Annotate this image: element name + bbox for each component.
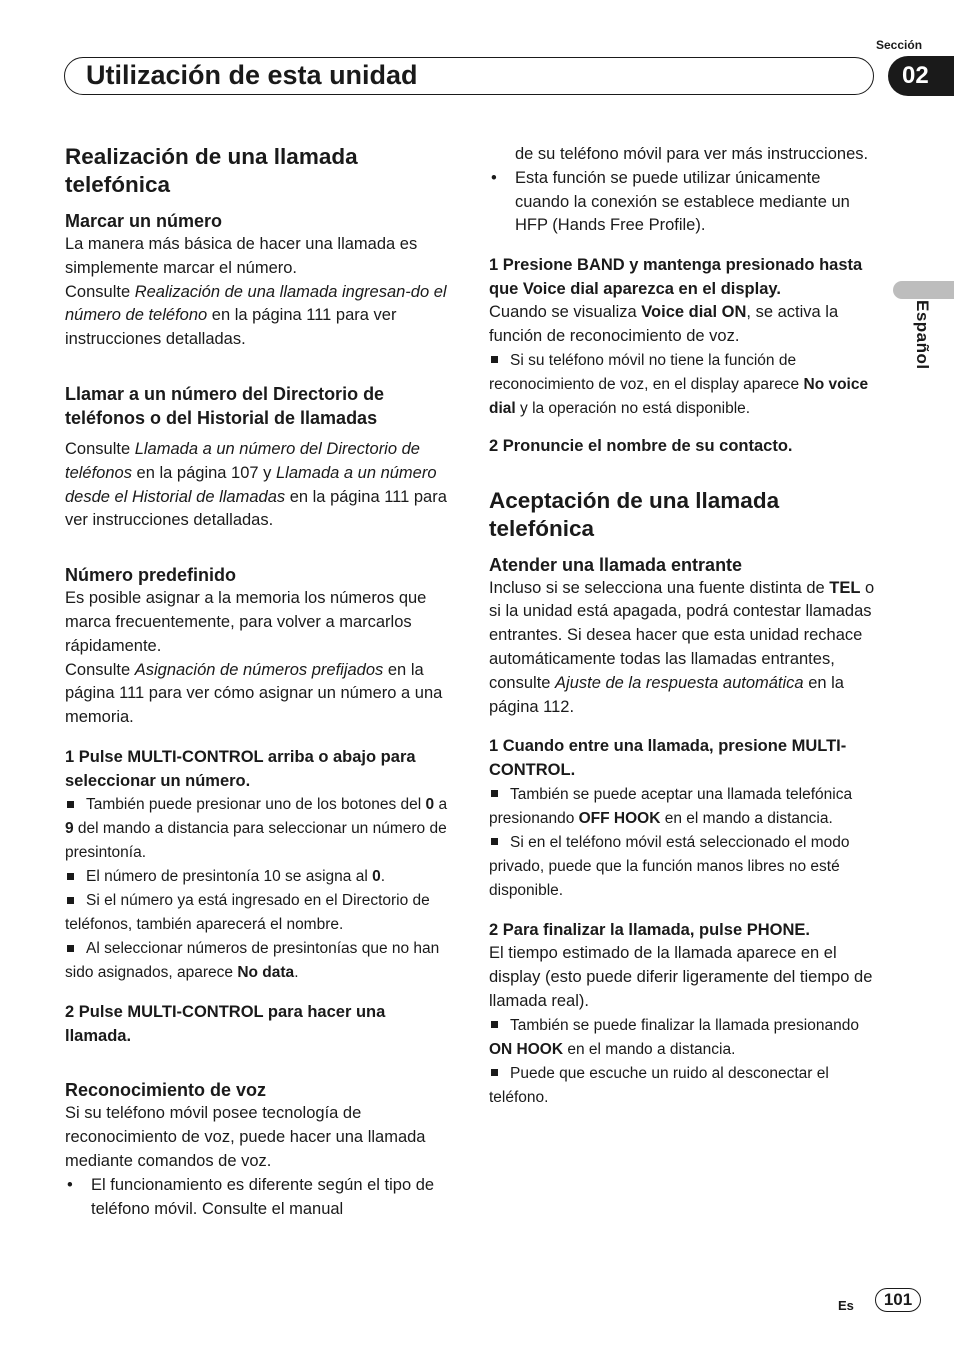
bullet-continuation: de su teléfono móvil para ver más instrucciones. (515, 145, 869, 163)
step-1: 1 Presione BAND y mantenga presionado hasta que Voice dial aparezca en el display. (489, 256, 863, 298)
square-bullet-icon (491, 1069, 498, 1076)
language-tab (893, 281, 954, 299)
bullet-dot-icon: • (491, 168, 497, 187)
subheading-atender: Atender una llamada entrante (489, 554, 743, 575)
note-item: El número de presintonía 10 se asigna al 0. (65, 865, 453, 889)
section-heading-aceptacion: Aceptación de una llamada telefónica (489, 487, 780, 541)
cross-reference: Asignación de números prefijados (134, 660, 384, 679)
note-item: Si el número ya está ingresado en el Directorio de teléfonos, también aparecerá el nombre. (65, 892, 430, 934)
cross-reference: Ajuste de la respuesta automática (555, 673, 804, 692)
bullet-item: • Esta función se puede utilizar únicamente cuando la conexión se establece mediante un HFP (Hands Free Profile). (491, 168, 850, 235)
cross-reference: Realización de una llamada ingresan-do el número de teléfono (65, 282, 447, 325)
page-number: 101 (875, 1288, 921, 1312)
section-label: Sección (876, 38, 923, 52)
language-tab-label: Español (913, 300, 932, 370)
note-item: Puede que escuche un ruido al desconectar el teléfono. (489, 1064, 829, 1106)
note-item: También puede presionar uno de los botones del 0 a 9 del mando a distancia para seleccionar un número de presintonía. (65, 796, 448, 862)
step-1: 1 Cuando entre una llamada, presione MULTI-CONTROL. (489, 737, 847, 779)
paragraph: Incluso si se selecciona una fuente distinta de TEL o si la unidad está apagada, podrá contestar llamadas entrantes. Si desea hacer que esta unidad rechace automáticamente todas las llamadas entrantes, consulte Ajuste de la respuesta automática en la página 112. (489, 578, 875, 716)
step-2: 2 Pulse MULTI-CONTROL para hacer una llamada. (65, 1003, 386, 1045)
step-1: 1 Pulse MULTI-CONTROL arriba o abajo para seleccionar un número. (65, 747, 416, 790)
right-column (489, 143, 877, 1110)
subheading-voz: Reconocimiento de voz (65, 1080, 267, 1101)
paragraph: Consulte Asignación de números prefijados en la página 111 para ver cómo asignar un número a una memoria. (65, 660, 443, 727)
left-column (65, 143, 453, 1221)
footer-language: Es (838, 1298, 854, 1313)
square-bullet-icon (491, 356, 498, 363)
section-heading-llamada: Realización de una llamada telefónica (65, 144, 358, 197)
subheading-directorio: Llamar a un número del Directorio de teléfonos o del Historial de llamadas (65, 383, 385, 428)
note-item: También se puede finalizar la llamada presionando ON HOOK en el mando a distancia. (489, 1016, 859, 1058)
page-title: Utilización de esta unidad (86, 60, 418, 90)
paragraph: Consulte Llamada a un número del Directorio de teléfonos en la página 107 y Llamada a un número desde el Historial de llamadas en la página 111 para ver instrucciones detalladas. (65, 439, 447, 530)
paragraph: El tiempo estimado de la llamada aparece en el display (esto puede diferir ligeramente del tiempo de llamada real). (489, 944, 873, 1010)
paragraph: Si su teléfono móvil posee tecnología de reconocimiento de voz, puede hacer una llamada mediante comandos de voz. (65, 1104, 426, 1170)
paragraph: Es posible asignar a la memoria los números que marca frecuentemente, para volver a marcarlos rápidamente. (65, 589, 427, 655)
note-item: Si su teléfono móvil no tiene la función de reconocimiento de voz, en el display aparece No voice dial y la operación no está disponible. (489, 351, 869, 417)
section-number-badge: 02 (888, 56, 954, 96)
bullet-item: • El funcionamiento es diferente según el tipo de teléfono móvil. Consulte el manual (67, 1175, 435, 1218)
paragraph: La manera más básica de hacer una llamada es simplemente marcar el número. (65, 235, 418, 277)
step-2: 2 Para finalizar la llamada, pulse PHONE. (489, 920, 810, 939)
subheading-marcar: Marcar un número (65, 211, 223, 231)
paragraph: Cuando se visualiza Voice dial ON, se activa la función de reconocimiento de voz. (489, 303, 839, 346)
square-bullet-icon (491, 790, 498, 797)
square-bullet-icon (67, 945, 74, 952)
subheading-predefinido: Número predefinido (65, 565, 237, 586)
square-bullet-icon (491, 838, 498, 845)
note-item: Si en el teléfono móvil está seleccionado el modo privado, puede que la función manos libres no esté disponible. (489, 833, 850, 899)
cross-reference: Llamada a un número desde el Historial de llamadas (65, 463, 437, 506)
note-item: Al seleccionar números de presintonías que no han sido asignados, aparece No data. (65, 940, 440, 982)
paragraph: Consulte Realización de una llamada ingresan-do el número de teléfono en la página 111 para ver instrucciones detalladas. (65, 282, 447, 349)
square-bullet-icon (67, 801, 74, 808)
square-bullet-icon (491, 1021, 498, 1028)
bullet-dot-icon: • (67, 1175, 73, 1194)
note-item: También se puede aceptar una llamada telefónica presionando OFF HOOK en el mando a distancia. (489, 785, 853, 827)
step-2: 2 Pronuncie el nombre de su contacto. (489, 436, 793, 455)
cross-reference: Llamada a un número del Directorio de teléfonos (65, 439, 420, 482)
square-bullet-icon (67, 873, 74, 880)
square-bullet-icon (67, 897, 74, 904)
